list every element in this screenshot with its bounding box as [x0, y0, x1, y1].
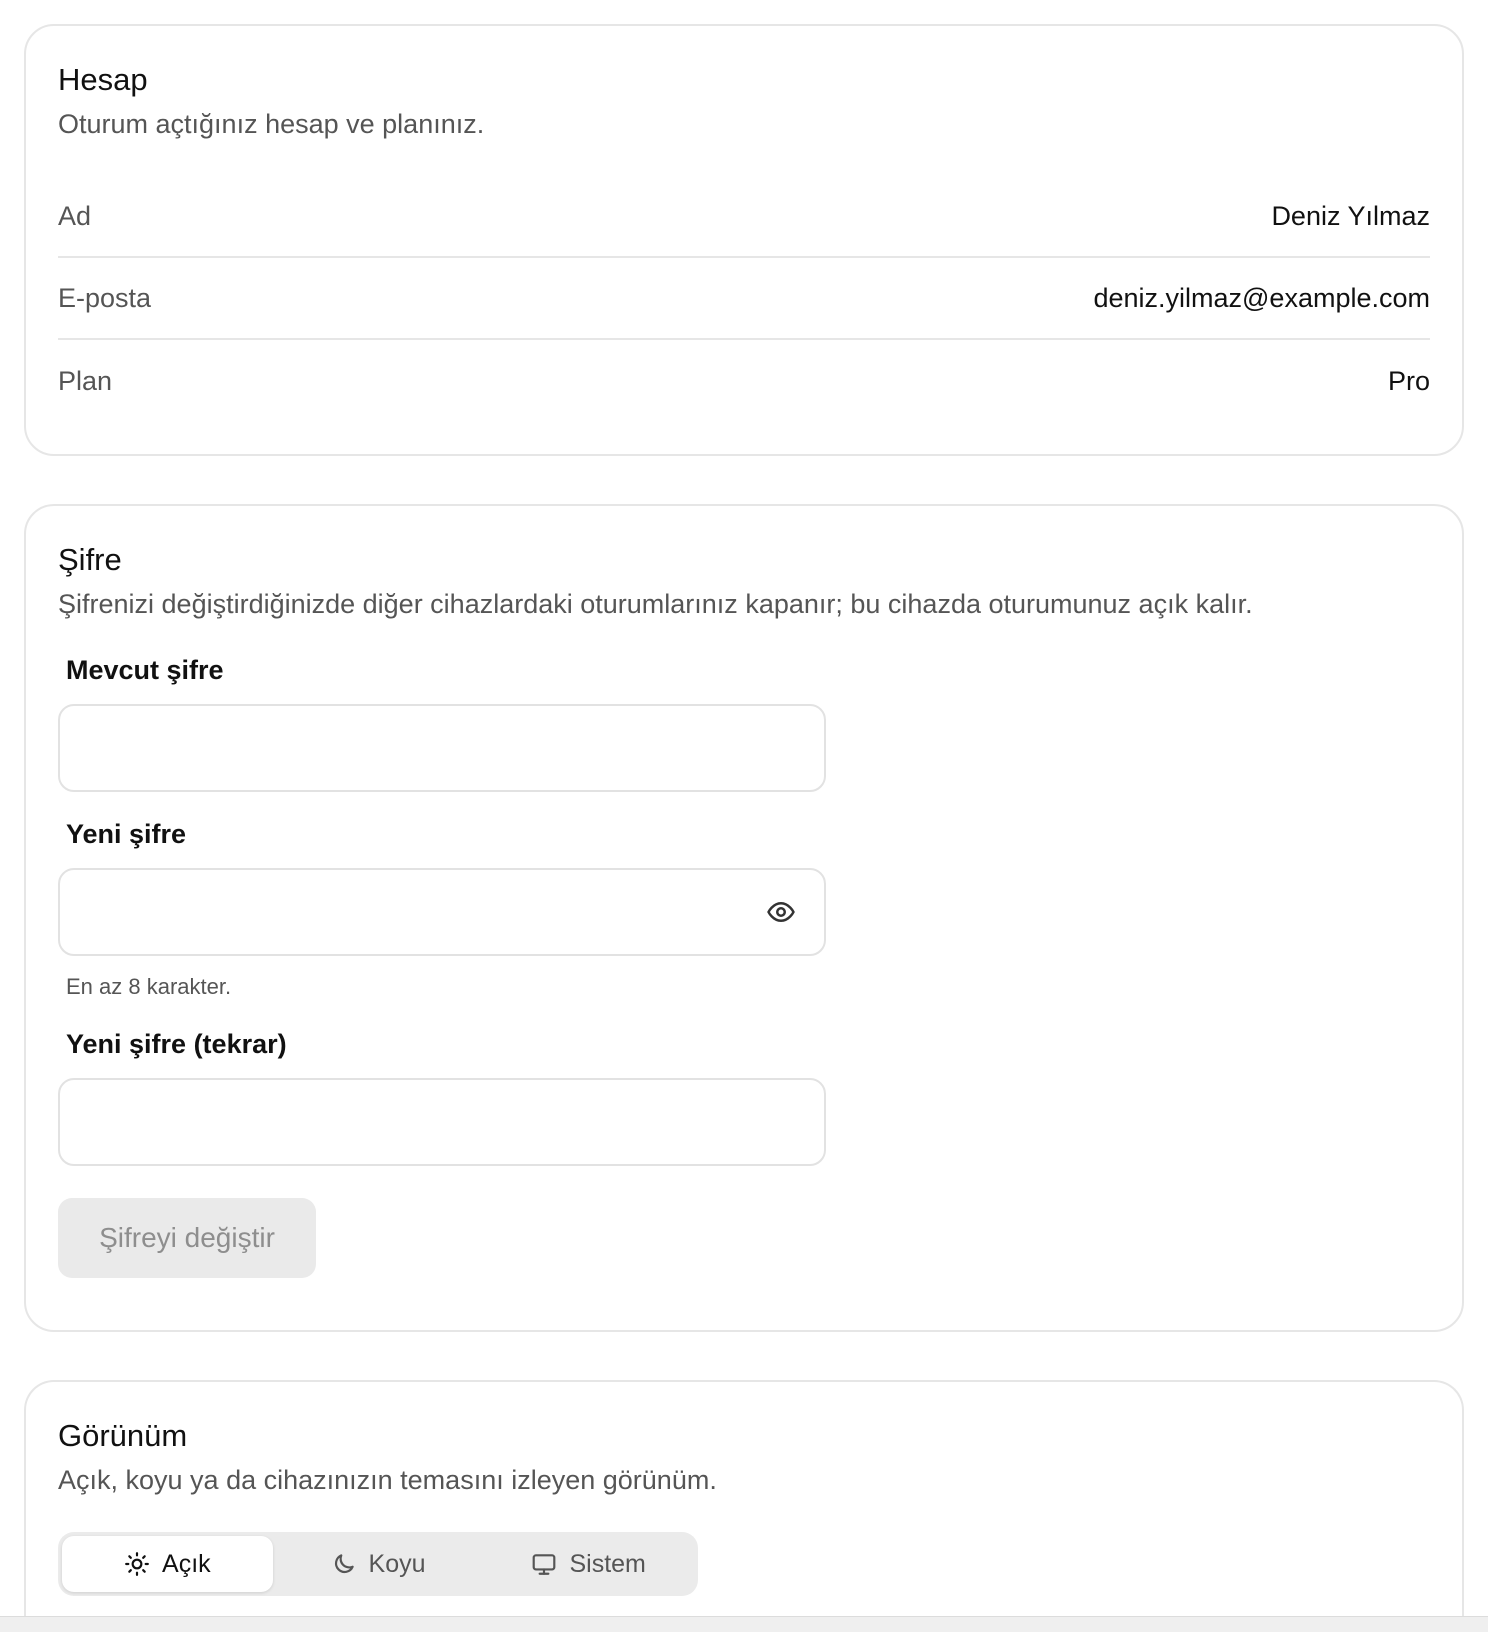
account-row-name — [58, 176, 1430, 258]
current-password-input[interactable] — [60, 706, 824, 790]
current-password-field-group — [58, 652, 1430, 792]
account-row-value: Deniz Yılmaz — [1271, 200, 1430, 231]
confirm-password-field-group — [58, 1026, 1430, 1166]
account-title: Hesap — [58, 62, 148, 97]
theme-option-light[interactable] — [62, 1536, 273, 1592]
confirm-password-input[interactable] — [60, 1080, 824, 1164]
theme-option-dark[interactable] — [273, 1536, 484, 1592]
theme-option-label: Sistem — [569, 1549, 646, 1578]
new-password-input-wrap — [58, 868, 826, 956]
appearance-description: Açık, koyu ya da cihazınızın temasını izleyen görünüm. — [58, 1465, 717, 1495]
confirm-password-label: Yeni şifre (tekrar) — [66, 1029, 287, 1059]
password-description: Şifrenizi değiştirdiğinizde diğer cihazlardaki oturumlarınız kapanır; bu cihazda oturumunuz açık kalır. — [58, 589, 1253, 619]
password-card — [24, 504, 1464, 1332]
current-password-input-wrap — [58, 704, 826, 792]
moon-icon — [331, 1551, 357, 1577]
account-row-plan — [58, 340, 1430, 422]
confirm-password-input-wrap — [58, 1078, 826, 1166]
theme-option-system[interactable] — [483, 1536, 694, 1592]
sun-icon — [124, 1551, 150, 1577]
new-password-input[interactable] — [60, 870, 824, 954]
eye-icon[interactable] — [764, 895, 798, 929]
appearance-title: Görünüm — [58, 1418, 188, 1453]
monitor-icon — [531, 1551, 557, 1577]
account-row-email — [58, 258, 1430, 340]
current-password-label: Mevcut şifre — [66, 655, 224, 685]
appearance-card — [24, 1380, 1464, 1632]
window-bottom-edge — [0, 1616, 1488, 1632]
account-row-value: Pro — [1387, 365, 1430, 396]
new-password-field-group — [58, 816, 1430, 1002]
account-row-label: E-posta — [58, 282, 152, 313]
account-row-label: Plan — [58, 365, 113, 396]
new-password-hint: En az 8 karakter. — [66, 974, 232, 999]
theme-segmented-control — [58, 1532, 698, 1596]
new-password-label: Yeni şifre — [66, 819, 187, 849]
account-description: Oturum açtığınız hesap ve planınız. — [58, 109, 485, 139]
account-row-value: deniz.yilmaz@example.com — [1093, 282, 1430, 313]
theme-option-label: Açık — [162, 1549, 211, 1578]
account-row-label: Ad — [58, 200, 92, 231]
account-info-list — [58, 176, 1430, 422]
theme-option-label: Koyu — [368, 1549, 426, 1578]
password-title: Şifre — [58, 542, 122, 577]
change-password-button[interactable]: Şifreyi değiştir — [58, 1198, 316, 1278]
account-card — [24, 24, 1464, 456]
